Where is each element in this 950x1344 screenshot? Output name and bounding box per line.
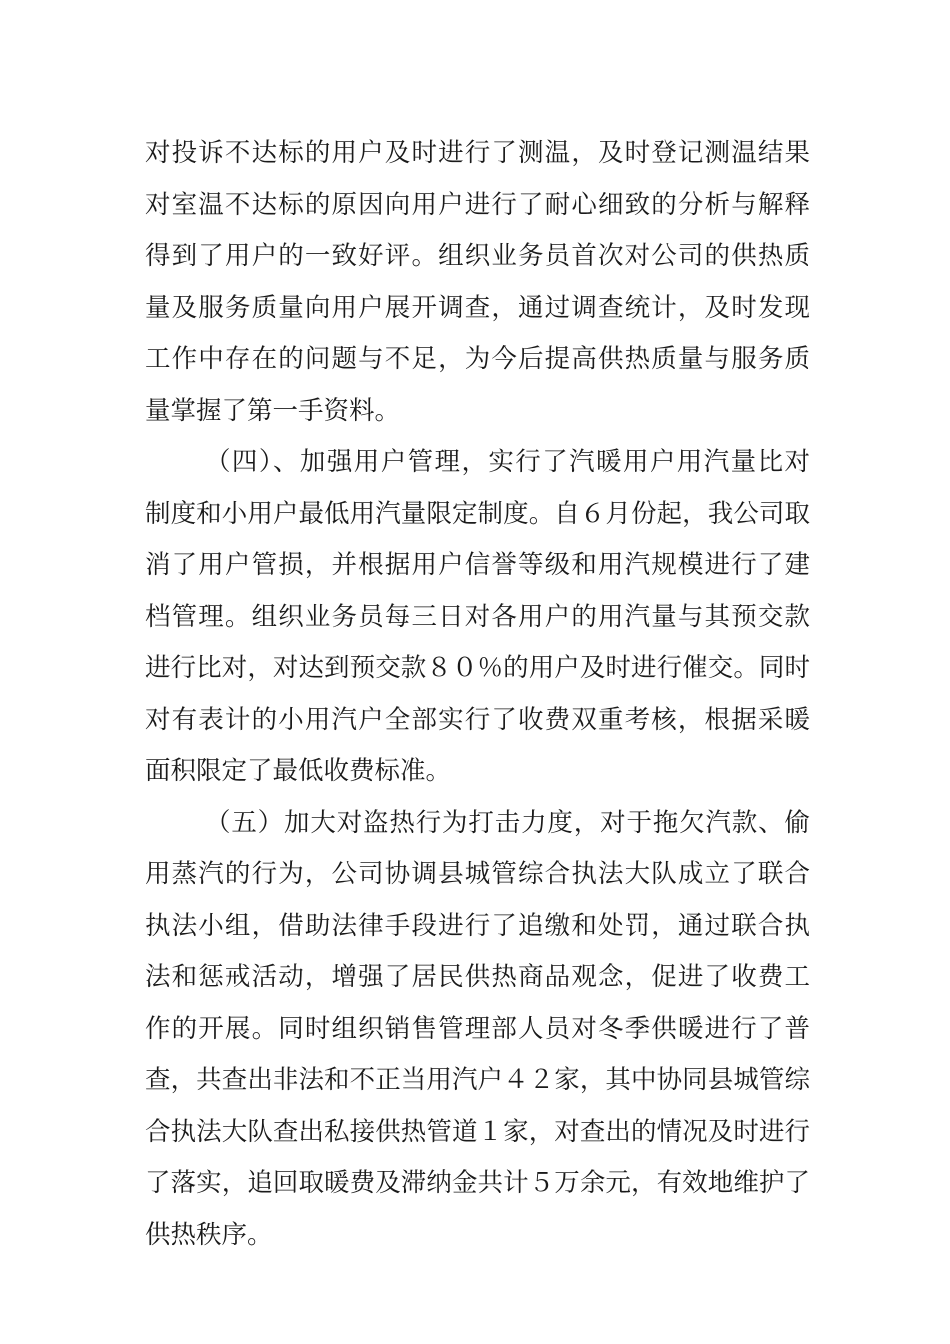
text-line: 得到了用户的一致好评。组织业务员首次对公司的供热质 xyxy=(145,241,810,271)
text-line: 供热秩序。 xyxy=(145,1219,273,1250)
text-line: 对投诉不达标的用户及时进行了测温，及时登记测温结果 xyxy=(145,138,810,168)
text-line: 法和惩戒活动，增强了居民供热商品观念，促进了收费工 xyxy=(145,962,810,992)
text-line: 对室温不达标的原因向用户进行了耐心细致的分析与解释 xyxy=(145,189,810,220)
text-line: 查，共查出非法和不正当用汽户４２家，其中协同县城管综 xyxy=(145,1065,810,1095)
text-line: 工作中存在的问题与不足，为今后提高供热质量与服务质 xyxy=(145,344,810,374)
text-line: 消了用户管损，并根据用户信誉等级和用汽规模进行了建 xyxy=(145,550,810,580)
text-line: （五）加大对盗热行为打击力度，对于拖欠汽款、偷 xyxy=(205,807,810,838)
text-line: 制度和小用户最低用汽量限定制度。自６月份起，我公司取 xyxy=(145,498,810,529)
text-line: 了落实，追回取暖费及滞纳金共计５万余元，有效地维护了 xyxy=(145,1168,810,1198)
paragraph-1 xyxy=(145,128,810,437)
text-line: 作的开展。同时组织销售管理部人员对冬季供暖进行了普 xyxy=(145,1013,810,1044)
text-line: 档管理。组织业务员每三日对各用户的用汽量与其预交款 xyxy=(145,601,810,632)
text-line: 合执法大队查出私接供热管道１家，对查出的情况及时进行 xyxy=(145,1116,810,1147)
paragraph-3 xyxy=(145,798,810,1262)
text-line: 面积限定了最低收费标准。 xyxy=(145,756,452,786)
text-line: 执法小组，借助法律手段进行了追缴和处罚，通过联合执 xyxy=(145,910,810,941)
text-line: （四）、加强用户管理，实行了汽暖用户用汽量比对 xyxy=(205,447,810,477)
text-line: 量及服务质量向用户展开调查，通过调查统计，及时发现 xyxy=(145,292,810,323)
text-line: 对有表计的小用汽户全部实行了收费双重考核，根据采暖 xyxy=(145,704,810,735)
text-line: 量掌握了第一手资料。 xyxy=(145,395,401,426)
document-page xyxy=(145,128,810,1261)
paragraph-2 xyxy=(145,437,810,798)
text-line: 进行比对，对达到预交款８０％的用户及时进行催交。同时 xyxy=(145,653,810,683)
text-line: 用蒸汽的行为，公司协调县城管综合执法大队成立了联合 xyxy=(145,859,810,889)
